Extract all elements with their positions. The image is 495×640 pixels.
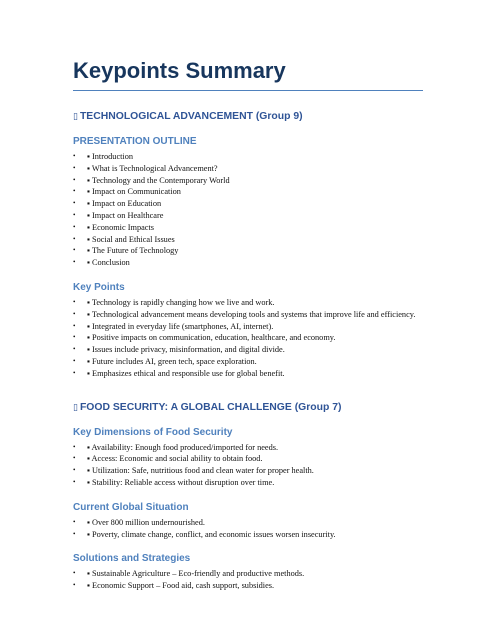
list-item — [73, 309, 423, 321]
list-item — [73, 245, 423, 257]
bullet-icon: • — [73, 454, 76, 463]
list-item-text: ▪ Introduction — [87, 152, 134, 161]
bullet-list — [73, 568, 423, 592]
missing-glyph-icon: ▯ — [73, 402, 78, 413]
list-item-text: ▪ Utilization: Safe, nutritious food and clean water for proper health. — [87, 466, 314, 476]
list-item-text: ▪ Stability: Reliable access without disruption over time. — [87, 477, 275, 487]
bullet-icon: • — [73, 442, 76, 451]
bullet-icon: • — [73, 356, 76, 365]
list-item-text: ▪ Technology and the Contemporary World — [87, 175, 230, 185]
list-item-text: ▪ Emphasizes ethical and responsible use for global benefit. — [87, 368, 285, 378]
section-heading-text: TECHNOLOGICAL ADVANCEMENT (Group 9) — [79, 111, 303, 122]
list-item-text: ▪ Over 800 million undernourished. — [87, 517, 205, 527]
list-item-text: ▪ Integrated in everyday life (smartphones, AI, internet). — [87, 321, 274, 331]
list-item-text: ▪ The Future of Technology — [87, 246, 179, 256]
subsection-heading: Solutions and Strategies — [73, 553, 191, 565]
bullet-list — [73, 297, 423, 380]
list-item — [73, 465, 423, 477]
list-item-text: ▪ Economic Impacts — [87, 222, 154, 232]
list-item-text: ▪ Technological advancement means developing tools and systems that improve life and efficiency. — [87, 309, 416, 319]
bullet-icon: • — [73, 163, 76, 172]
list-item-text: ▪ Positive impacts on communication, education, healthcare, and economy. — [87, 333, 336, 343]
document-page — [73, 56, 423, 592]
section-heading — [73, 401, 423, 415]
bullet-icon: • — [73, 477, 76, 486]
list-item — [73, 186, 423, 198]
bullet-icon: • — [73, 368, 76, 377]
list-item — [73, 175, 423, 187]
bullet-icon: • — [73, 333, 76, 342]
list-item — [73, 163, 423, 175]
list-item-text: ▪ Impact on Education — [87, 199, 162, 209]
bullet-icon: • — [73, 321, 76, 330]
section-heading-text: FOOD SECURITY: A GLOBAL CHALLENGE (Group 7) — [79, 401, 342, 413]
list-item — [73, 234, 423, 246]
bullet-icon: • — [73, 297, 76, 306]
list-item-text: ▪ Impact on Communication — [87, 187, 181, 197]
list-item — [73, 356, 423, 368]
list-item — [73, 198, 423, 210]
subsection-heading: Key Points — [73, 281, 125, 293]
list-item — [73, 368, 423, 380]
list-item — [73, 222, 423, 234]
list-item-text: ▪ Access: Economic and social ability to obtain food. — [87, 454, 263, 464]
bullet-icon: • — [73, 175, 76, 184]
bullet-icon: • — [73, 246, 76, 255]
list-item-text: ▪ Impact on Healthcare — [87, 210, 164, 220]
list-item-text: ▪ Economic Support – Food aid, cash support, subsidies. — [87, 581, 275, 591]
list-item-text: ▪ Sustainable Agriculture – Eco-friendly and productive methods. — [87, 569, 305, 579]
list-item — [73, 580, 423, 592]
bullet-icon: • — [73, 222, 76, 231]
bullet-icon: • — [73, 234, 76, 243]
list-item-text: ▪ Social and Ethical Issues — [87, 234, 175, 244]
bullet-icon: • — [73, 199, 76, 208]
bullet-icon: • — [73, 517, 76, 526]
list-item-text: ▪ Availability: Enough food produced/imported for needs. — [87, 442, 279, 452]
list-item — [73, 297, 423, 309]
bullet-icon: • — [73, 345, 76, 354]
subsection-heading: PRESENTATION OUTLINE — [73, 136, 197, 147]
list-item-text: ▪ Future includes AI, green tech, space exploration. — [87, 356, 257, 366]
bullet-icon: • — [73, 258, 76, 267]
list-item — [73, 517, 423, 529]
bullet-icon: • — [73, 309, 76, 318]
bullet-icon: • — [73, 581, 76, 590]
subsection-heading: Current Global Situation — [73, 501, 189, 513]
list-item — [73, 210, 423, 222]
list-item-text: ▪ What is Technological Advancement? — [87, 163, 218, 173]
bullet-icon: • — [73, 529, 76, 538]
subsection-heading: Key Dimensions of Food Security — [73, 426, 233, 438]
page-title: Keypoints Summary — [73, 56, 423, 91]
bullet-icon: • — [73, 466, 76, 475]
section-heading — [73, 110, 423, 124]
list-item — [73, 529, 423, 541]
list-item-text: ▪ Technology is rapidly changing how we live and work. — [87, 297, 275, 307]
missing-glyph-icon: ▯ — [73, 112, 78, 122]
list-item — [73, 442, 423, 454]
list-item — [73, 453, 423, 465]
list-item — [73, 321, 423, 333]
bullet-list — [73, 517, 423, 541]
list-item-text: ▪ Poverty, climate change, conflict, and economic issues worsen insecurity. — [87, 529, 336, 539]
list-item-text: ▪ Conclusion — [87, 258, 130, 268]
list-item — [73, 257, 423, 269]
list-item — [73, 568, 423, 580]
bullet-icon: • — [73, 210, 76, 219]
bullet-icon: • — [73, 152, 76, 160]
bullet-icon: • — [73, 569, 76, 578]
list-item — [73, 477, 423, 489]
list-item-text: ▪ Issues include privacy, misinformation, and digital divide. — [87, 345, 285, 355]
bullet-list — [73, 151, 423, 269]
document-body — [73, 110, 423, 592]
bullet-icon: • — [73, 187, 76, 196]
list-item — [73, 344, 423, 356]
list-item — [73, 151, 423, 163]
bullet-list — [73, 442, 423, 489]
list-item — [73, 332, 423, 344]
